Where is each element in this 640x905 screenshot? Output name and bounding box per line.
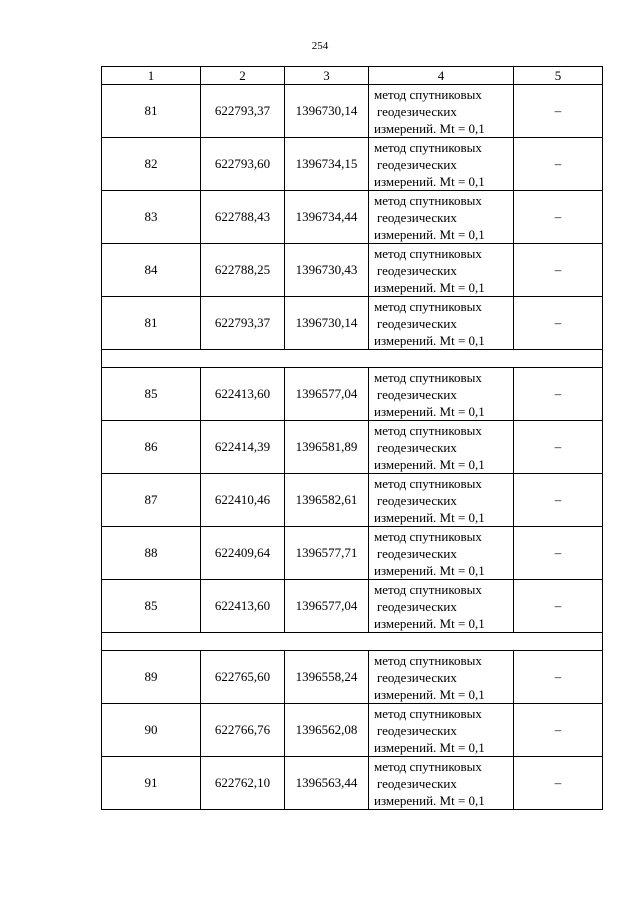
method-text-line: метод спутниковых	[374, 652, 482, 668]
table-row	[102, 651, 603, 704]
method-text-line: измерений. Mt = 0,1	[374, 509, 485, 525]
x-coordinate-cell: 622788,43	[201, 191, 285, 244]
column-header: 2	[201, 67, 285, 85]
note-cell: –	[514, 527, 603, 580]
method-text-line: измерений. Mt = 0,1	[374, 562, 485, 578]
method-text-line: метод спутниковых	[374, 298, 482, 314]
coordinates-table	[101, 66, 603, 810]
header-row	[102, 67, 603, 85]
method-cell	[369, 421, 514, 474]
note-cell: –	[514, 651, 603, 704]
note-cell: –	[514, 580, 603, 633]
point-number-cell: 91	[102, 757, 201, 810]
method-text-line: геодезических	[377, 156, 457, 172]
x-coordinate-cell: 622793,37	[201, 85, 285, 138]
table-row	[102, 474, 603, 527]
y-coordinate-cell: 1396563,44	[285, 757, 369, 810]
table-row	[102, 85, 603, 138]
note-cell: –	[514, 85, 603, 138]
method-text-line: измерений. Mt = 0,1	[374, 279, 485, 295]
table-row	[102, 704, 603, 757]
group-separator-cell	[102, 633, 603, 651]
y-coordinate-cell: 1396730,43	[285, 244, 369, 297]
y-coordinate-cell: 1396577,04	[285, 368, 369, 421]
method-text-line: измерений. Mt = 0,1	[374, 226, 485, 242]
method-text-line: геодезических	[377, 386, 457, 402]
method-text-line: геодезических	[377, 722, 457, 738]
method-text-line: геодезических	[377, 209, 457, 225]
method-text-line: метод спутниковых	[374, 581, 482, 597]
method-text-line: измерений. Mt = 0,1	[374, 120, 485, 136]
method-cell	[369, 527, 514, 580]
method-text-line: измерений. Mt = 0,1	[374, 686, 485, 702]
table-row	[102, 527, 603, 580]
point-number-cell: 90	[102, 704, 201, 757]
method-cell	[369, 757, 514, 810]
method-text-line: метод спутниковых	[374, 705, 482, 721]
table-row	[102, 368, 603, 421]
method-text-line: метод спутниковых	[374, 86, 482, 102]
method-cell	[369, 191, 514, 244]
method-cell	[369, 580, 514, 633]
table-body	[102, 67, 603, 810]
method-text-line: измерений. Mt = 0,1	[374, 792, 485, 808]
method-cell	[369, 474, 514, 527]
method-text-line: метод спутниковых	[374, 192, 482, 208]
point-number-cell: 84	[102, 244, 201, 297]
y-coordinate-cell: 1396582,61	[285, 474, 369, 527]
point-number-cell: 85	[102, 580, 201, 633]
table-row	[102, 191, 603, 244]
method-text-line: измерений. Mt = 0,1	[374, 173, 485, 189]
column-header: 4	[369, 67, 514, 85]
column-header: 5	[514, 67, 603, 85]
y-coordinate-cell: 1396562,08	[285, 704, 369, 757]
point-number-cell: 82	[102, 138, 201, 191]
y-coordinate-cell: 1396734,44	[285, 191, 369, 244]
method-text-line: геодезических	[377, 545, 457, 561]
method-text-line: геодезических	[377, 103, 457, 119]
point-number-cell: 89	[102, 651, 201, 704]
method-text-line: измерений. Mt = 0,1	[374, 456, 485, 472]
y-coordinate-cell: 1396577,04	[285, 580, 369, 633]
method-text-line: метод спутниковых	[374, 528, 482, 544]
x-coordinate-cell: 622409,64	[201, 527, 285, 580]
method-cell	[369, 297, 514, 350]
note-cell: –	[514, 474, 603, 527]
x-coordinate-cell: 622413,60	[201, 368, 285, 421]
method-text-line: метод спутниковых	[374, 422, 482, 438]
group-separator-row	[102, 633, 603, 651]
y-coordinate-cell: 1396730,14	[285, 85, 369, 138]
y-coordinate-cell: 1396558,24	[285, 651, 369, 704]
method-text-line: метод спутниковых	[374, 139, 482, 155]
x-coordinate-cell: 622762,10	[201, 757, 285, 810]
y-coordinate-cell: 1396730,14	[285, 297, 369, 350]
point-number-cell: 83	[102, 191, 201, 244]
x-coordinate-cell: 622765,60	[201, 651, 285, 704]
point-number-cell: 88	[102, 527, 201, 580]
method-cell	[369, 704, 514, 757]
method-text-line: измерений. Mt = 0,1	[374, 615, 485, 631]
x-coordinate-cell: 622410,46	[201, 474, 285, 527]
column-header: 1	[102, 67, 201, 85]
method-text-line: геодезических	[377, 439, 457, 455]
table-row	[102, 421, 603, 474]
point-number-cell: 81	[102, 297, 201, 350]
x-coordinate-cell: 622788,25	[201, 244, 285, 297]
note-cell: –	[514, 138, 603, 191]
method-text-line: измерений. Mt = 0,1	[374, 403, 485, 419]
note-cell: –	[514, 297, 603, 350]
column-header: 3	[285, 67, 369, 85]
method-text-line: геодезических	[377, 669, 457, 685]
method-text-line: метод спутниковых	[374, 475, 482, 491]
method-cell	[369, 85, 514, 138]
method-text-line: метод спутниковых	[374, 245, 482, 261]
method-text-line: измерений. Mt = 0,1	[374, 332, 485, 348]
note-cell: –	[514, 191, 603, 244]
note-cell: –	[514, 244, 603, 297]
page-number: 254	[311, 40, 329, 52]
y-coordinate-cell: 1396577,71	[285, 527, 369, 580]
note-cell: –	[514, 704, 603, 757]
y-coordinate-cell: 1396581,89	[285, 421, 369, 474]
table-row	[102, 580, 603, 633]
method-cell	[369, 368, 514, 421]
method-text-line: измерений. Mt = 0,1	[374, 739, 485, 755]
y-coordinate-cell: 1396734,15	[285, 138, 369, 191]
group-separator-row	[102, 350, 603, 368]
note-cell: –	[514, 757, 603, 810]
x-coordinate-cell: 622793,60	[201, 138, 285, 191]
method-cell	[369, 651, 514, 704]
point-number-cell: 86	[102, 421, 201, 474]
x-coordinate-cell: 622766,76	[201, 704, 285, 757]
method-cell	[369, 138, 514, 191]
note-cell: –	[514, 368, 603, 421]
method-cell	[369, 244, 514, 297]
point-number-cell: 81	[102, 85, 201, 138]
point-number-cell: 85	[102, 368, 201, 421]
note-cell: –	[514, 421, 603, 474]
point-number-cell: 87	[102, 474, 201, 527]
method-text-line: метод спутниковых	[374, 758, 482, 774]
table-row	[102, 138, 603, 191]
table-row	[102, 244, 603, 297]
x-coordinate-cell: 622793,37	[201, 297, 285, 350]
method-text-line: геодезических	[377, 598, 457, 614]
group-separator-cell	[102, 350, 603, 368]
method-text-line: геодезических	[377, 775, 457, 791]
method-text-line: геодезических	[377, 492, 457, 508]
method-text-line: геодезических	[377, 262, 457, 278]
table-row	[102, 757, 603, 810]
method-text-line: метод спутниковых	[374, 369, 482, 385]
method-text-line: геодезических	[377, 315, 457, 331]
x-coordinate-cell: 622414,39	[201, 421, 285, 474]
table-row	[102, 297, 603, 350]
x-coordinate-cell: 622413,60	[201, 580, 285, 633]
